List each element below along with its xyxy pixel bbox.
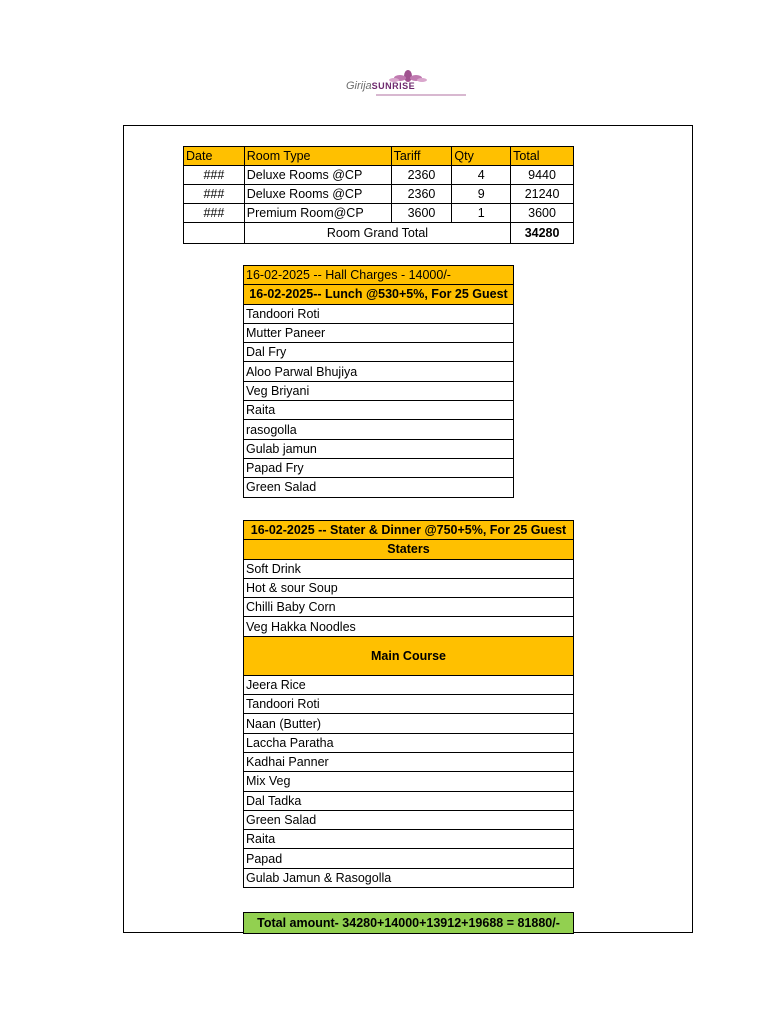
main-item: Naan (Butter) <box>244 714 574 733</box>
lunch-title-row <box>244 285 514 304</box>
cell-room-type: Deluxe Rooms @CP <box>244 166 391 185</box>
dinner-menu-table <box>243 520 574 888</box>
table-row <box>184 185 574 204</box>
list-item <box>244 598 574 617</box>
lunch-item: Veg Briyani <box>244 381 514 400</box>
starter-item: Veg Hakka Noodles <box>244 617 574 636</box>
cell-total: 3600 <box>511 204 574 223</box>
dinner-title: 16-02-2025 -- Stater & Dinner @750+5%, For 25 Guest <box>244 521 574 540</box>
logo-script: Girija <box>346 80 372 92</box>
table-row <box>184 166 574 185</box>
list-item <box>244 868 574 887</box>
starter-item: Chilli Baby Corn <box>244 598 574 617</box>
list-item <box>244 849 574 868</box>
starter-item: Hot & sour Soup <box>244 578 574 597</box>
table-row <box>184 204 574 223</box>
lunch-item: Green Salad <box>244 478 514 497</box>
lunch-item: Mutter Paneer <box>244 323 514 342</box>
logo-bold: SUNRISE <box>371 81 416 91</box>
cell-tariff: 3600 <box>391 204 452 223</box>
cell-date: ### <box>184 166 245 185</box>
lunch-item: Aloo Parwal Bhujiya <box>244 362 514 381</box>
col-tariff: Tariff <box>391 147 452 166</box>
logo <box>336 66 480 106</box>
list-item <box>244 733 574 752</box>
starters-heading-row <box>244 540 574 559</box>
cell-room-type: Deluxe Rooms @CP <box>244 185 391 204</box>
list-item <box>244 675 574 694</box>
room-table-header <box>184 147 574 166</box>
lunch-item: Dal Fry <box>244 343 514 362</box>
empty-cell <box>184 223 245 244</box>
main-item: Tandoori Roti <box>244 695 574 714</box>
lunch-item: Gulab jamun <box>244 439 514 458</box>
main-item: Jeera Rice <box>244 675 574 694</box>
list-item <box>244 617 574 636</box>
list-item <box>244 323 514 342</box>
main-item: Raita <box>244 830 574 849</box>
list-item <box>244 304 514 323</box>
cell-qty: 9 <box>452 185 511 204</box>
cell-total: 21240 <box>511 185 574 204</box>
logo-tagline-bar <box>376 94 466 96</box>
lunch-item: Tandoori Roti <box>244 304 514 323</box>
room-grand-total-row <box>184 223 574 244</box>
list-item <box>244 791 574 810</box>
cell-qty: 1 <box>452 204 511 223</box>
col-room-type: Room Type <box>244 147 391 166</box>
starters-heading: Staters <box>244 540 574 559</box>
list-item <box>244 458 514 477</box>
lunch-title: 16-02-2025-- Lunch @530+5%, For 25 Guest <box>244 285 514 304</box>
total-amount: Total amount- 34280+14000+13912+19688 = 81880/- <box>243 912 574 934</box>
list-item <box>244 362 514 381</box>
list-item <box>244 695 574 714</box>
cell-total: 9440 <box>511 166 574 185</box>
lunch-item: Raita <box>244 401 514 420</box>
col-date: Date <box>184 147 245 166</box>
list-item <box>244 714 574 733</box>
main-item: Laccha Paratha <box>244 733 574 752</box>
hall-charges-row <box>244 266 514 285</box>
main-item: Green Salad <box>244 810 574 829</box>
list-item <box>244 439 514 458</box>
lunch-item: Papad Fry <box>244 458 514 477</box>
col-qty: Qty <box>452 147 511 166</box>
main-item: Gulab Jamun & Rasogolla <box>244 868 574 887</box>
cell-date: ### <box>184 185 245 204</box>
cell-tariff: 2360 <box>391 166 452 185</box>
starter-item: Soft Drink <box>244 559 574 578</box>
list-item <box>244 810 574 829</box>
list-item <box>244 343 514 362</box>
list-item <box>244 578 574 597</box>
hall-charges: 16-02-2025 -- Hall Charges - 14000/- <box>244 266 514 285</box>
lunch-menu-table <box>243 265 514 498</box>
room-grand-total-label: Room Grand Total <box>244 223 510 244</box>
list-item <box>244 401 514 420</box>
lunch-item: rasogolla <box>244 420 514 439</box>
main-item: Mix Veg <box>244 772 574 791</box>
room-table <box>183 146 574 244</box>
cell-room-type: Premium Room@CP <box>244 204 391 223</box>
room-grand-total-value: 34280 <box>511 223 574 244</box>
list-item <box>244 381 514 400</box>
cell-qty: 4 <box>452 166 511 185</box>
main-item: Dal Tadka <box>244 791 574 810</box>
list-item <box>244 772 574 791</box>
logo-brand <box>346 80 415 92</box>
list-item <box>244 752 574 771</box>
main-course-heading: Main Course <box>244 636 574 675</box>
main-item: Kadhai Panner <box>244 752 574 771</box>
list-item <box>244 830 574 849</box>
col-total: Total <box>511 147 574 166</box>
list-item <box>244 420 514 439</box>
cell-date: ### <box>184 204 245 223</box>
list-item <box>244 559 574 578</box>
cell-tariff: 2360 <box>391 185 452 204</box>
main-item: Papad <box>244 849 574 868</box>
dinner-title-row <box>244 521 574 540</box>
list-item <box>244 478 514 497</box>
main-course-heading-row <box>244 636 574 675</box>
